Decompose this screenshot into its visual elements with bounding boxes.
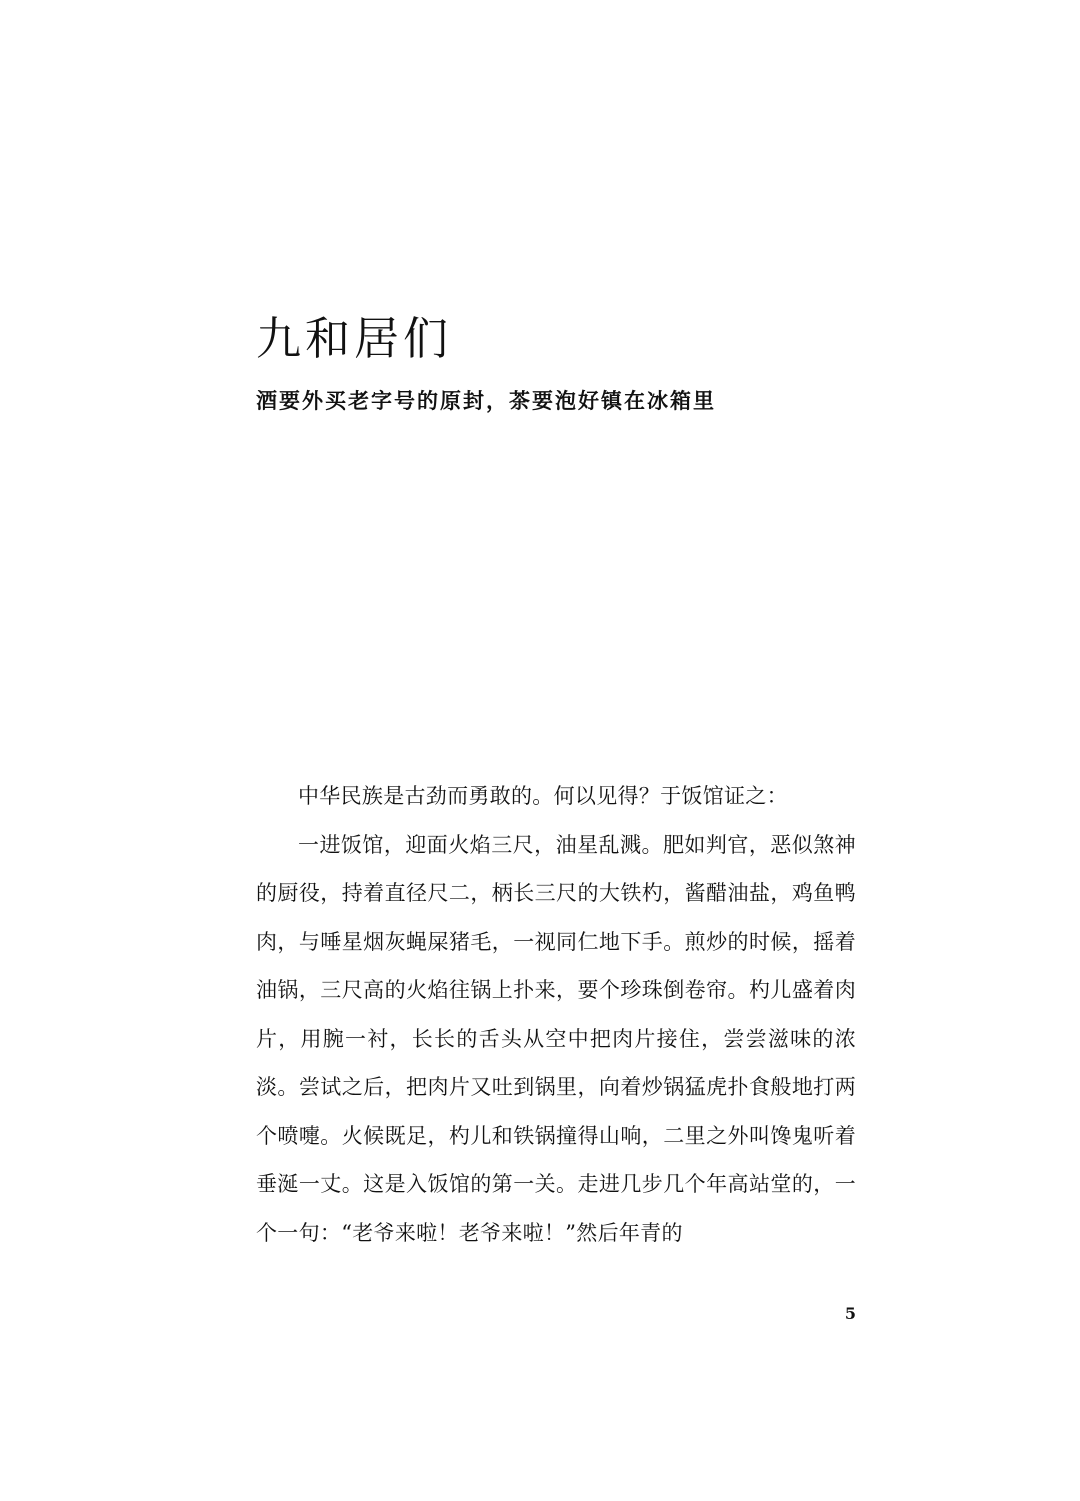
body-text <box>256 772 856 1257</box>
paragraph: 中华民族是古劲而勇敢的。何以见得？于饭馆证之： <box>298 784 788 808</box>
chapter-title: 九和居们 <box>256 312 453 365</box>
page-number: 5 <box>844 1304 856 1323</box>
paragraph: 一进饭馆，迎面火焰三尺，油星乱溅。肥如判官，恶似煞神的厨役，持着直径尺二，柄长三尺的大铁杓，酱醋油盐，鸡鱼鸭肉，与唾星烟灰蝇屎猪毛，一视同仁地下手。煎炒的时候，摇着油锅，三尺高的火焰往锅上扑来，要个珍珠倒卷帘。杓儿盛着肉片，用腕一衬，长长的舌头从空中把肉片接住，尝尝滋味的浓淡。尝试之后，把肉片又吐到锅里，向着炒锅猛虎扑食般地打两个喷嚏。火候既足，杓儿和铁锅撞得山响，二里之外叫馋鬼听着垂涎一丈。这是入饭馆的第一关。走进几步几个年高站堂的，一个一句：“老爷来啦！老爷来啦！”然后年青的 <box>256 832 856 1245</box>
chapter-subtitle: 酒要外买老字号的原封，茶要泡好镇在冰箱里 <box>256 388 716 413</box>
